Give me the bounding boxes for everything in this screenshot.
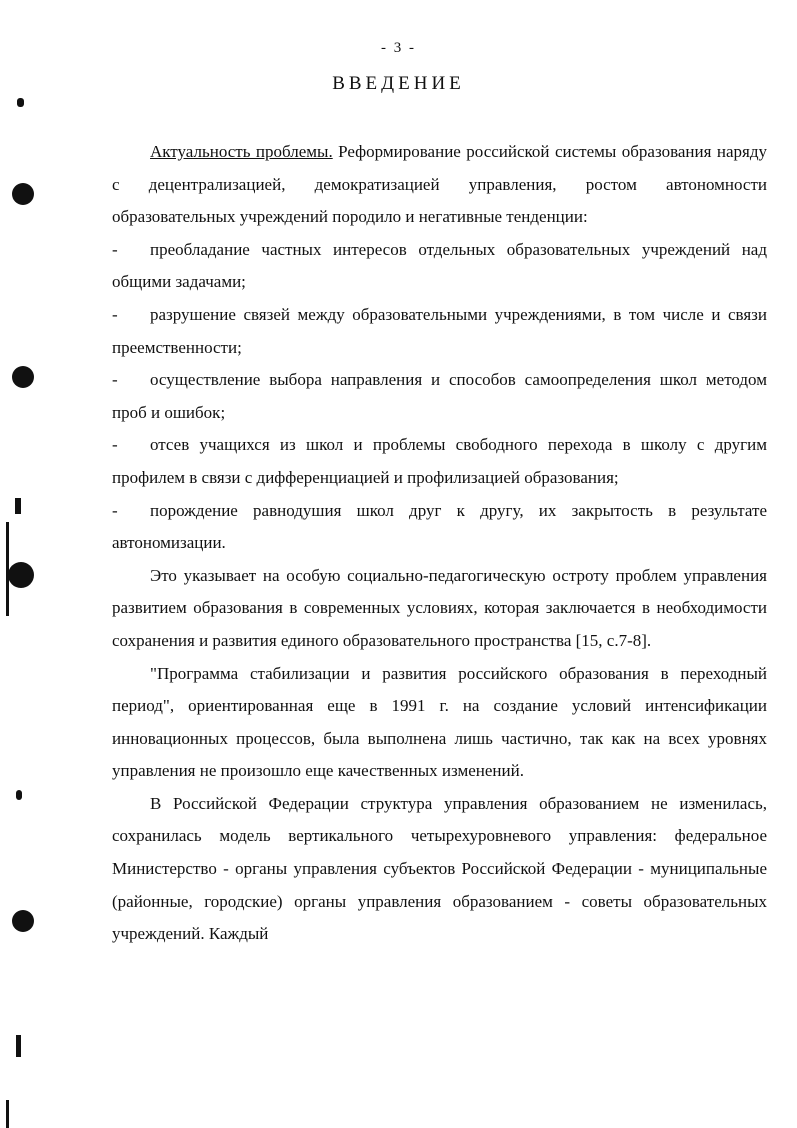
page-title: ВВЕДЕНИЕ [332,73,465,94]
list-item-text: преобладание частных интересов отдельных образовательных учреждений над общими задачами; [112,239,767,292]
paragraph-program: "Программа стабилизации и развития российского образования в переходный период", ориентированная еще в 1991 г. на создание условий интенсификации инновационных процессов, была выполнена лишь частично, так как на всех уровнях управления не произошло еще качественных изменений. [112,663,767,781]
bullet-dash: - [112,239,118,259]
list-item [112,234,767,299]
bullet-dash: - [112,435,118,455]
binding-hole [12,183,34,205]
margin-mark [6,1100,9,1128]
document-body [112,136,767,951]
list-item-text: порождение равнодушия школ друг к другу, их закрытость в результате автономизации. [112,500,767,553]
margin-mark [16,790,22,800]
paragraph-structure: В Российской Федерации структура управления образованием не изменилась, сохранилась модель вертикального четырехуровневого управления: федеральное Министерство - органы управления субъектов Российской Федерации - муниципальные (районные, городские) органы управления образованием - советы образовательных учреждений. Каждый [112,793,767,944]
list-item-text: осуществление выбора направления и способов самоопределения школ методом проб и ошибок; [112,370,767,422]
list-item [112,495,767,560]
relevance-heading: Актуальность проблемы. [150,142,333,161]
margin-mark [17,98,24,107]
relevance-text: Реформирование российской системы образования наряду с децентрализацией, демократизацией управления, ростом автономности образовательных учреждений породило и негативные тенденции: [112,142,767,227]
list-item [112,429,767,494]
paragraph-relevance [112,136,767,234]
binding-hole [12,366,34,388]
bullet-dash: - [112,500,118,520]
bullet-dash: - [112,370,118,390]
margin-mark [15,498,21,514]
binding-hole [8,562,34,588]
margin-mark [16,1035,21,1057]
page-number: - 3 - [381,40,416,56]
list-item [112,299,767,364]
bullet-dash: - [112,304,118,324]
list-item [112,364,767,429]
list-item-text: разрушение связей между образовательными учреждениями, в том числе и связи преемственности; [112,304,767,357]
binding-hole [12,910,34,932]
paragraph-significance: Это указывает на особую социально-педагогическую остроту проблем управления развитием образования в современных условиях, которая заключается в необходимости сохранения и развития единого образовательного пространства [15, с.7-8]. [112,565,767,650]
list-item-text: отсев учащихся из школ и проблемы свободного перехода в школу с другим профилем в связи с дифференциацией и профилизацией образования; [112,435,767,487]
